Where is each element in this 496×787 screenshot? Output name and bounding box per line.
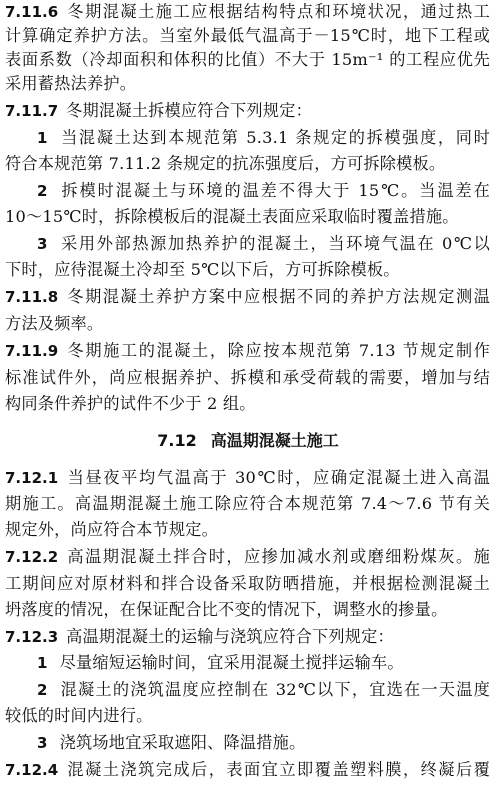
item-number: 3 [37, 235, 48, 253]
line-text: 高温期混凝土拌合时，应掺加减水剂或磨细粉煤灰。施 [66, 547, 490, 566]
text-line [5, 545, 490, 569]
text-line [5, 99, 490, 123]
line-text: 冬期施工的混凝土，除应按本规范第 7.13 节规定制作 [66, 341, 490, 360]
clause-number: 7.12.2 [5, 548, 59, 566]
line-text: 采用蓄热法养护。 [5, 74, 137, 93]
line-text: 当昼夜平均气温高于 30℃时，应确定混凝土进入高温 [66, 468, 490, 487]
text-line [5, 232, 490, 256]
text-line [5, 258, 490, 282]
text-line [5, 466, 490, 490]
text-line [5, 126, 490, 150]
line-text: 符合本规范第 7.11.2 条规定的抗冻强度后，方可拆除模板。 [5, 154, 446, 173]
clause-number: 7.11.7 [5, 102, 59, 120]
line-text: 浇筑场地宜采取遮阳、降温措施。 [59, 733, 306, 752]
clause-number: 7.12.4 [5, 761, 59, 779]
text-line [5, 72, 490, 96]
line-text: 混凝土浇筑完成后，表面宜立即覆盖塑料膜，终凝后覆 [66, 760, 490, 779]
line-text: 下时，应待混凝土冷却至 5℃以下后，方可拆除模板。 [5, 260, 400, 279]
line-text: 当混凝土达到本规范第 5.3.1 条规定的拆模强度，同时 [59, 128, 490, 147]
section-heading [0, 429, 496, 453]
line-text: 期施工。高温期混凝土施工除应符合本规范第 7.4～7.6 节有关 [5, 494, 490, 513]
line-text: 计算确定养护方法。当室外最低气温高于－15℃时，地下工程或 [5, 26, 490, 45]
text-line [5, 758, 490, 782]
text-line [5, 731, 490, 755]
line-text: 较低的时间内进行。 [5, 706, 153, 725]
text-line [5, 651, 490, 675]
section-title: 高温期混凝土施工 [210, 431, 339, 450]
line-text: 冬期混凝土拆模应符合下列规定： [66, 101, 312, 120]
line-text: 高温期混凝土的运输与浇筑应符合下列规定： [66, 627, 394, 646]
text-line [5, 598, 490, 622]
line-text: 坍落度的情况，在保证配合比不变的情况下，调整水的掺量。 [5, 600, 448, 619]
line-text: 标准试件外，尚应根据养护、拆模和承受荷载的需要，增加与结 [5, 368, 490, 387]
clause-number: 7.11.8 [5, 288, 59, 306]
text-line [5, 312, 490, 336]
item-number: 2 [37, 182, 48, 200]
clause-number: 7.11.6 [5, 3, 59, 21]
item-number: 2 [37, 681, 48, 699]
line-text: 方法及频率。 [5, 314, 104, 333]
item-number: 3 [37, 734, 48, 752]
line-text: 规定外，尚应符合本节规定。 [5, 520, 219, 539]
text-line [5, 678, 490, 702]
text-line [5, 152, 490, 176]
line-text: 冬期混凝土施工应根据结构特点和环境状况，通过热工 [66, 2, 490, 21]
text-line [5, 48, 490, 72]
text-line [5, 572, 490, 596]
line-text: 冬期混凝土养护方案中应根据不同的养护方法规定测温 [66, 287, 490, 306]
text-line [5, 0, 490, 24]
line-text: 采用外部热源加热养护的混凝土，当环境气温在 0℃以 [59, 234, 490, 253]
line-text: 拆模时混凝土与环境的温差不得大于 15℃。当温差在 [59, 181, 490, 200]
text-line [5, 366, 490, 390]
clause-number: 7.12.3 [5, 628, 59, 646]
text-line [5, 492, 490, 516]
line-text: 10～15℃时，拆除模板后的混凝土表面应采取临时覆盖措施。 [5, 207, 459, 226]
clause-number: 7.12.1 [5, 469, 59, 487]
text-line [5, 285, 490, 309]
text-line [5, 625, 490, 649]
text-line [5, 339, 490, 363]
text-line [5, 704, 490, 728]
text-line [5, 24, 490, 48]
text-line [5, 518, 490, 542]
line-text: 表面系数（冷却面积和体积的比值）不大于 15m⁻¹ 的工程应优先 [5, 50, 490, 69]
item-number: 1 [37, 129, 48, 147]
section-number: 7.12 [157, 431, 197, 450]
text-line [5, 179, 490, 203]
line-text: 构同条件养护的试件不少于 2 组。 [5, 394, 256, 413]
item-number: 1 [37, 654, 48, 672]
line-text: 尽量缩短运输时间，宜采用混凝土搅拌运输车。 [59, 653, 404, 672]
line-text: 混凝土的浇筑温度应控制在 32℃以下，宜选在一天温度 [59, 680, 490, 699]
text-line [5, 205, 490, 229]
text-line [5, 392, 490, 416]
clause-number: 7.11.9 [5, 342, 59, 360]
line-text: 工期间应对原材料和拌合设备采取防晒措施，并根据检测混凝土 [5, 574, 490, 593]
